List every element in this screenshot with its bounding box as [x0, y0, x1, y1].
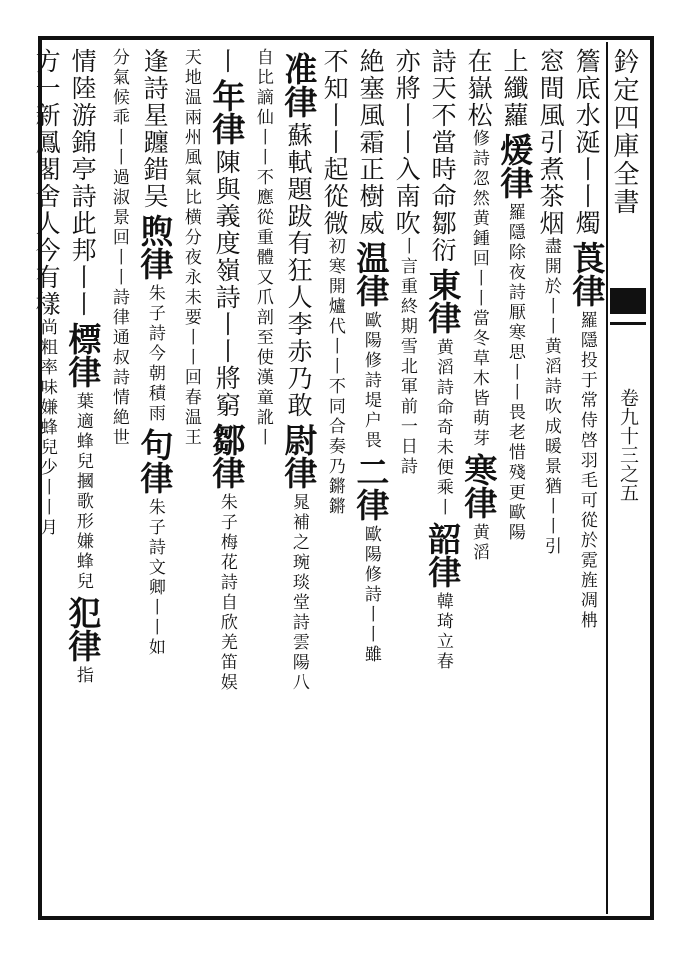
text-segment: 在嶽松: [464, 48, 494, 129]
text-column: [207, 48, 247, 693]
entry-heading: 標律: [63, 322, 103, 388]
entry-heading: 寒律: [459, 453, 499, 519]
entry-heading: 尉律: [279, 423, 319, 489]
text-column: [279, 48, 319, 693]
text-segment: 月: [36, 518, 57, 538]
text-segment: 晁補之琬琰堂詩雲陽八: [288, 493, 309, 693]
text-column: [423, 48, 463, 672]
entry-heading: 東律: [423, 268, 463, 334]
entry-heading: 年律: [207, 79, 247, 145]
text-segment: 黄滔: [468, 523, 489, 563]
volume-number: 卷九十三之五: [617, 388, 639, 502]
entry-heading: 准律: [279, 52, 319, 118]
text-segment: 羅隱除夜詩厭寒思丨丨畏老惜殘更歐陽: [504, 203, 525, 543]
text-segment: 韓琦立春: [432, 592, 453, 672]
text-segment: 不知丨丨起從微: [320, 48, 350, 237]
text-segment: 絶塞風霜正樹威: [356, 48, 386, 237]
text-column: [495, 48, 535, 543]
text-column: [100, 48, 136, 448]
entry-heading: 煖律: [495, 133, 535, 199]
text-segment: 初寒開爐代丨丨: [324, 237, 345, 377]
entry-heading: 韶律: [423, 522, 463, 588]
text-segment: 上纖蘿: [500, 48, 530, 129]
text-column: [351, 48, 391, 665]
text-segment: 詩天不當時命鄒衍: [428, 48, 458, 264]
text-segment: 過淑景回丨丨: [108, 168, 129, 288]
text-segment: 歐陽修詩丨丨雖: [360, 525, 381, 665]
text-segment: 黄滔詩命奇未便乘丨: [432, 338, 453, 518]
text-column: [532, 48, 568, 557]
text-column: [567, 48, 607, 631]
text-segment: 前一日詩: [396, 397, 417, 477]
text-segment: 簷底水涎丨丨燭: [572, 48, 602, 237]
text-segment: 不同合奏乃鏘鏘: [324, 377, 345, 517]
entry-heading: 犯律: [63, 596, 103, 662]
text-column: [459, 48, 499, 563]
text-segment: 羅隱投于常侍啓羽毛可從於霓旌凋柟: [576, 311, 597, 631]
text-segment: 蘇軾題跋有狂人李赤乃敢: [284, 122, 314, 419]
text-segment: 情陸游錦亭詩此邦丨丨: [68, 48, 98, 318]
entry-heading: 二律: [351, 455, 391, 521]
text-column: [244, 48, 280, 448]
text-segment: 朱子詩今朝積雨: [144, 284, 165, 424]
text-column: [388, 48, 424, 477]
entry-heading: 煦律: [135, 214, 175, 280]
fish-tail-mark: [610, 288, 646, 314]
text-segment: 丨: [212, 48, 242, 75]
text-segment: 方一新鳳閣舍人今有樣: [32, 48, 62, 318]
text-segment: 逢詩星躔錯吴: [140, 48, 170, 210]
text-segment: 陳與義度嶺詩丨丨將窮: [212, 149, 242, 419]
text-column: [135, 48, 175, 658]
book-title: 鈐定四庫全書: [609, 48, 639, 216]
text-segment: 葉適蜂兒摑歌形嫌蜂兒: [72, 392, 93, 592]
text-column: [63, 48, 103, 686]
entry-heading: 莨律: [567, 241, 607, 307]
entry-heading: 句律: [135, 428, 175, 494]
text-segment: 盡開於丨丨黄滔詩吹成暖景猶丨丨引: [540, 237, 561, 557]
text-segment: 天地温兩州風氣比横分: [180, 48, 201, 248]
fish-tail-rule: [610, 322, 646, 325]
text-segment: 丨言重終期雪北軍: [396, 237, 417, 397]
text-segment: 尚粗率味嫌蜂兒少丨丨: [36, 318, 57, 518]
text-column: [28, 48, 64, 538]
text-segment: 修詩忽然黄鍾回丨丨當冬草木皆萌芽: [468, 129, 489, 449]
entry-heading: 温律: [351, 241, 391, 307]
text-segment: 朱子詩文卿丨丨如: [144, 498, 165, 658]
entry-heading: 鄒律: [207, 423, 247, 489]
text-segment: 分氣候乖丨丨: [108, 48, 129, 168]
text-segment: 體又爪剖至使漢童訛丨: [252, 248, 273, 448]
text-segment: 指: [72, 666, 93, 686]
text-segment: 詩律通叔詩情絶世: [108, 288, 129, 448]
text-segment: 夜永未要丨丨回春温王: [180, 248, 201, 448]
text-segment: 窓間風引煮茶烟: [536, 48, 566, 237]
text-segment: 亦將丨丨入南吹: [392, 48, 422, 237]
text-segment: 朱子梅花詩自欣羌笛娱: [216, 493, 237, 693]
text-segment: 自比謫仙丨丨不應從重: [252, 48, 273, 248]
text-segment: 歐陽修詩堤户畏: [360, 311, 381, 451]
text-column: [172, 48, 208, 448]
text-column: [316, 48, 352, 517]
